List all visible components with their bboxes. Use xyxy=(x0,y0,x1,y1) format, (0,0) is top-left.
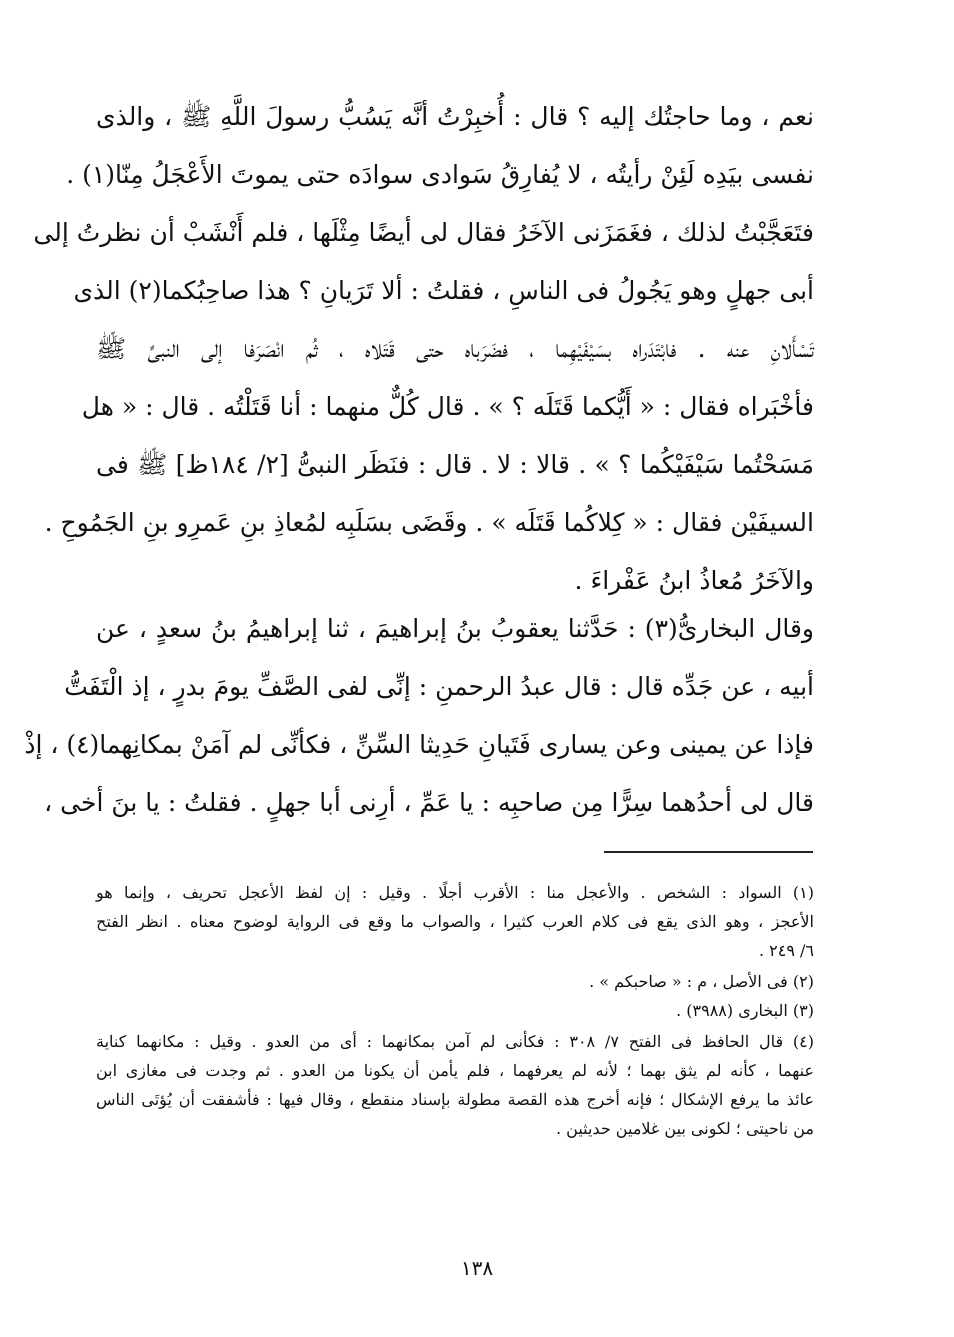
main-paragraph-1 xyxy=(33,88,815,610)
text-line: أبيه ، عن جَدِّه قال : قال عبدُ الرحمنِ : إنِّى لفى الصَّفِّ يومَ بدرٍ ، إذ الْتَفَتُّ xyxy=(64,672,814,701)
page-number: ١٣٨ xyxy=(460,1256,494,1280)
footnote-2: (٢) فى الأصل ، م : « صاحبكم » . xyxy=(589,972,814,991)
footnote-1-line: ٦/ ٢٤٩ . xyxy=(758,941,814,960)
footnote-4-line: عائذ ما يرفع الإشكال ؛ فإنه أخرج هذه القصة مطولة بإسناد منقطع ، وقال فيها : فأشفقت أن يُؤتَى الناس xyxy=(96,1090,814,1109)
footnotes xyxy=(96,878,814,1143)
footnote-4-line: (٤) قال الحافظ فى الفتح ٧/ ٣٠٨ : فكأنى لم آمن بمكانهما : أى من العدو . وقيل : مكانهما كناية xyxy=(96,1032,815,1051)
text-line: السيفَيْن فقال : « كِلاكُما قَتَلَه » . وقَضَى بسَلَبِه لمُعاذِ بنِ عَمرِو بنِ الجَمُوحِ . xyxy=(44,508,814,537)
footnote-1-line: (١) السواد : الشخص . والأعجل منا : الأقرب أجلًا . وقيل : إن لفظ الأعجل تحريف ، وإنما هو xyxy=(96,883,814,902)
footnote-4-line: عنهما ، كأنه لم يثق بهما ؛ لأنه لم يعرفهما ، فلم يأمن أن يكونا من العدو . ثم وجدت فى مغازى ابن xyxy=(96,1061,814,1080)
text-line: تَسْأَلانِ عنه . فابْتَدَراه بسَيْفَيْهِما ، فضَرَباه حتى قَتَلاه ، ثُم انْصَرَفا إلى النبىِّ ﷺ xyxy=(96,334,814,363)
text-line: أبى جهلٍ وهو يَجُولُ فى الناسِ ، فقلتُ : ألا تَرَيانِ ؟ هذا صاحِبُكما(٢) الذى xyxy=(73,276,814,305)
text-line: وقال البخارىُّ(٣) : حَدَّثنا يعقوبُ بنُ إبراهيمَ ، ثنا إبراهيمُ بنُ سعدٍ ، عن xyxy=(96,614,814,643)
text-line: فإذا عن يمينى وعن يسارى فَتَيانِ حَدِيثا السِّنِّ ، فكأنِّى لم آمَنْ بمكانِهما(٤) ، إذْ xyxy=(24,730,814,759)
text-line: فأخْبَراه فقال : « أَيُّكما قَتَلَه ؟ » . قال كُلٌّ منهما : أنا قَتَلْتُه . قال : « هل xyxy=(81,392,814,421)
footnote-1-line: الأعجز ، وهو الذى يقع فى كلام العرب كثيرا ، والصواب ما وقع فى الرواية لوضوح معناه . انظر الفتح xyxy=(96,912,814,931)
text-line: نفسى بيَدِه لَئِنْ رأيتُه ، لا يُفارِقُ سَوادى سوادَه حتى يموتَ الأَعْجَلُ مِنّا(١) . xyxy=(66,160,814,189)
text-line: والآخَرُ مُعاذُ ابنُ عَفْراءَ . xyxy=(574,566,814,595)
footnote-3: (٣) البخارى (٣٩٨٨) . xyxy=(676,1001,814,1020)
footnote-separator xyxy=(604,851,813,853)
text-line: مَسَحْتُما سَيْفَيْكُما ؟ » . قالا : لا . قال : فنَظَر النبىُّ [٢/ ١٨٤ظ] ﷺ فى xyxy=(96,450,815,479)
footnote-4-line: من ناحيتى ؛ لكونى بين غلامين حديثين . xyxy=(555,1119,814,1138)
text-line: قال لى أحدُهما سِرًّا مِن صاحبِه : يا عَمِّ ، أرِنى أبا جهلٍ . فقلتُ : يا بنَ أخى ، xyxy=(44,788,814,817)
text-line: فتَعَجَّبْتُ لذلك ، فغَمَزَنى الآخَرُ فقال لى أيضًا مِثْلَها ، فلم أَنْشَبْ أن نظرتُ إلى xyxy=(33,218,814,247)
text-line: نعم ، وما حاجتُك إليه ؟ قال : أُخبِرْتُ أنَّه يَسُبُّ رسولَ اللَّهِ ﷺ ، والذى xyxy=(96,102,814,131)
main-paragraph-2 xyxy=(24,600,814,832)
